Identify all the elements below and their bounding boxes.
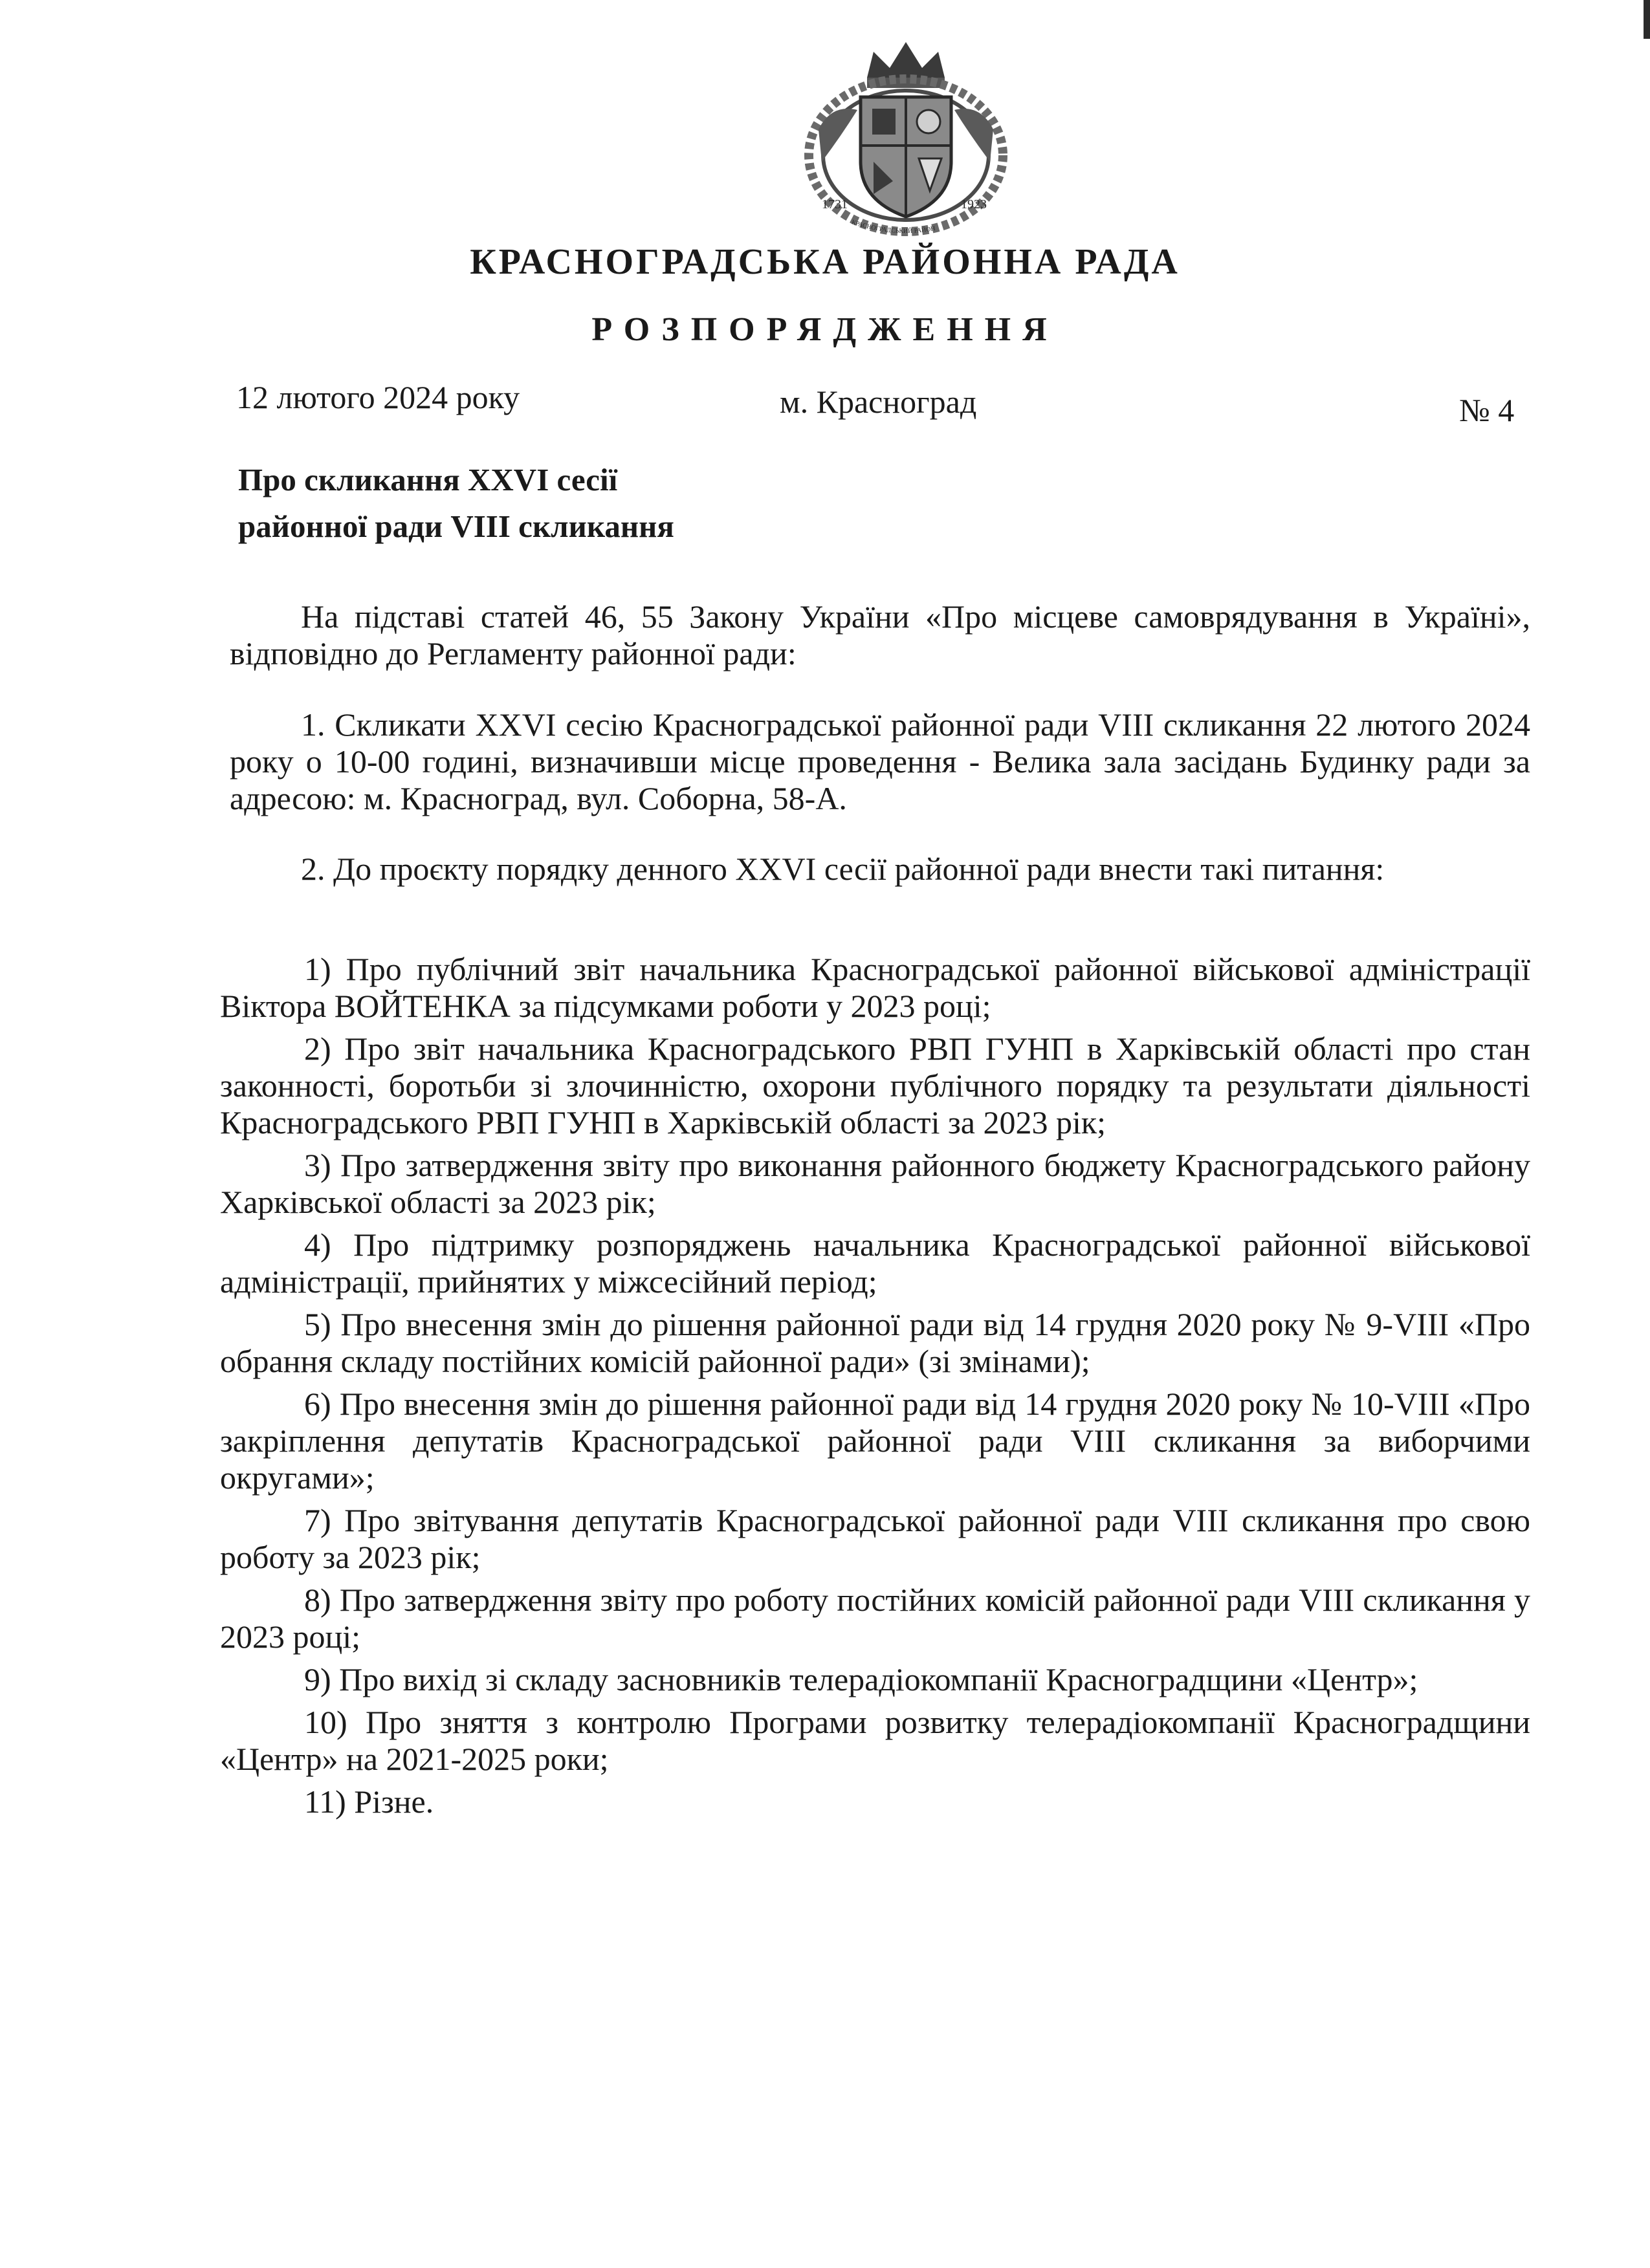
agenda-item-1: 1) Про публічний звіт начальника Красноградської районної військової адміністрації Віктора ВОЙТЕНКА за підсумками роботи у 2023 році; [220,951,1530,1024]
document-subject [238,457,820,550]
agenda-item-6: 6) Про внесення змін до рішення районної ради від 14 грудня 2020 року № 10-VIII «Про закріплення депутатів Красноградської районної ради VIII скликання за виборчими округами»; [220,1386,1530,1496]
document-type-title: РОЗПОРЯДЖЕННЯ [591,311,1059,348]
emblem-year-right: 1923 [961,197,987,212]
preamble-paragraph: На підставі статей 46, 55 Закону України «Про місцеве самоврядування в Україні», відповідно до Регламенту районної ради: [230,598,1530,671]
document-number: № 4 [1459,392,1515,428]
agenda-item-11: 11) Різне. [304,1783,434,1820]
agenda-item-5: 5) Про внесення змін до рішення районної ради від 14 грудня 2020 року № 9-VIII «Про обрання складу постійних комісій районної ради» (зі змінами); [220,1306,1530,1379]
agenda-item-2: 2) Про звіт начальника Красноградського РВП ГУНП в Харківській області про стан законності, боротьби зі злочинністю, охорони публічного порядку та результати діяльності Красноградського РВП ГУНП в Харківській області за 2023 рік; [220,1030,1530,1140]
scan-edge-mark [1644,0,1650,39]
agenda-item-9: 9) Про вихід зі складу засновників телерадіокомпанії Красноградщини «Центр»; [304,1661,1418,1697]
agenda-item-7: 7) Про звітування депутатів Красноградської районної ради VIII скликання про свою роботу за 2023 рік; [220,1502,1530,1575]
document-date: 12 лютого 2024 року [236,379,520,415]
agenda-item-8: 8) Про затвердження звіту про роботу постійних комісій районної ради VIII скликання у 2023 році; [220,1582,1530,1655]
document-city: м. Красноград [780,384,977,420]
agenda-item-3: 3) Про затвердження звіту про виконання районного бюджету Красноградського району Харківської області за 2023 рік; [220,1147,1530,1220]
subject-line-2: районної ради VIII скликання [238,508,674,544]
subject-line-1: Про скликання XXVI сесії [238,462,618,497]
agenda-item-10: 10) Про зняття з контролю Програми розвитку телерадіокомпанії Красноградщини «Центр» на 2021-2025 роки; [220,1704,1530,1777]
agenda-item-4: 4) Про підтримку розпоряджень начальника Красноградської районної військової адміністрації, прийнятих у міжсесійний період; [220,1227,1530,1300]
emblem-year-left: 1731 [822,197,848,212]
organization-title: КРАСНОГРАДСЬКА РАЙОННА РАДА [470,242,1180,282]
agenda-list [220,951,1530,1826]
coat-of-arms-icon [796,32,1016,239]
emblem-ribbon-path-text: КРАСНОГРАДСЬКИЙ РАЙОН [850,219,936,235]
point-1-paragraph: 1. Скликати XXVI сесію Красноградської районної ради VIII скликання 22 лютого 2024 року о 10-00 годині, визначивши місце проведення - Велика зала засідань Будинку ради за адресою: м. Красноград, вул. Соборна, 58-А. [230,706,1530,816]
point-2-paragraph: 2. До проєкту порядку денного XXVI сесії районної ради внести такі питання: [301,851,1385,887]
